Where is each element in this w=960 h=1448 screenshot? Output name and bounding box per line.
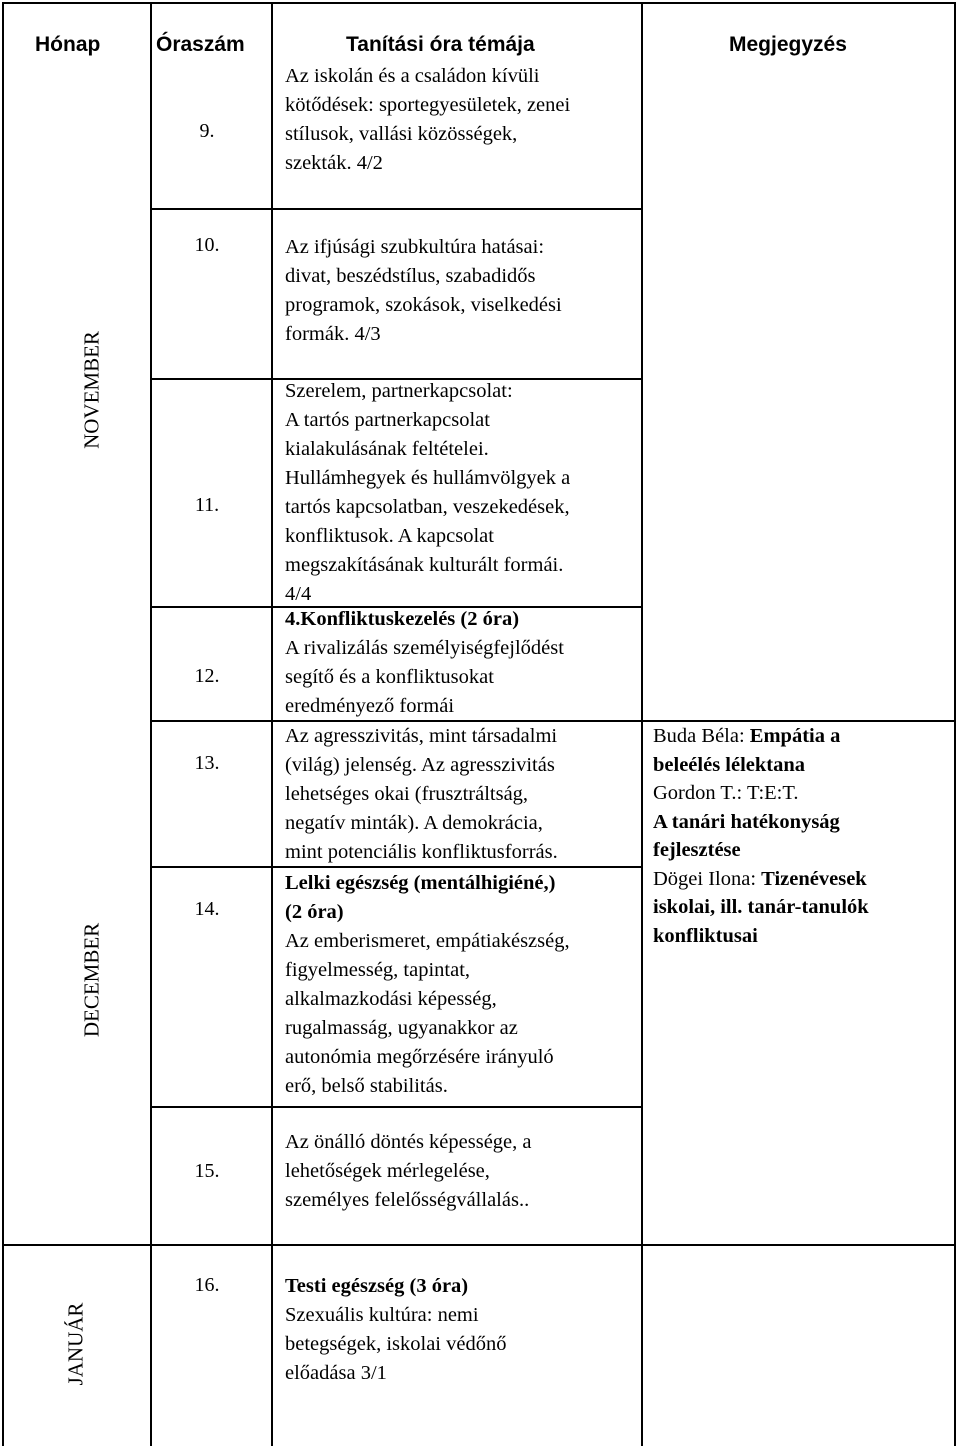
header-topic: Tanítási óra témája	[346, 33, 535, 56]
table-border-right	[954, 2, 956, 1446]
lesson-number: 12.	[194, 665, 220, 687]
note-title: Tizenévesek	[761, 867, 867, 890]
note-title: iskolai, ill. tanár-tanulók	[653, 896, 869, 918]
topic-line: Az emberismeret, empátiakészség,	[285, 930, 570, 952]
topic-line: Az ifjúsági szubkultúra hatásai:	[285, 236, 545, 258]
topic-line: mint potenciális konfliktusforrás.	[285, 841, 558, 863]
remarks	[653, 722, 953, 950]
note-title: beleélés lélektana	[653, 753, 806, 776]
note-title: fejlesztése	[653, 839, 741, 861]
note-title: Empátia a	[749, 725, 841, 747]
topic-line: rugalmasság, ugyanakkor az	[285, 1017, 518, 1039]
topic-line: megszakításának kulturált formái.	[285, 554, 564, 576]
topic-line: 4/4	[285, 583, 312, 605]
topic-line: Az iskolán és a családon kívüli	[285, 65, 540, 87]
topic-line: Az agresszivitás, mint társadalmi	[285, 725, 558, 747]
lesson-topic	[285, 722, 640, 867]
lesson-topic	[285, 62, 640, 178]
note-title: konfliktusai	[653, 924, 758, 947]
row-divider	[150, 1106, 642, 1108]
lesson-topic	[285, 1272, 640, 1388]
section-title: (2 óra)	[285, 901, 344, 923]
lesson-topic	[285, 233, 640, 349]
topic-line: Hullámhegyek és hullámvölgyek a	[285, 467, 571, 489]
topic-line: előadása 3/1	[285, 1362, 387, 1384]
topic-line: figyelmesség, tapintat,	[285, 959, 471, 981]
topic-line: személyes felelősségvállalás..	[285, 1189, 530, 1211]
lesson-number: 15.	[194, 1160, 220, 1182]
topic-line: lehetséges okai (frusztráltság,	[285, 783, 529, 805]
note-title: A tanári hatékonyság	[653, 810, 840, 833]
column-divider	[150, 2, 152, 1446]
column-divider	[641, 2, 643, 1446]
topic-line: segítő és a konfliktusokat	[285, 666, 494, 688]
topic-line: formák. 4/3	[285, 323, 381, 345]
note-author: Dögei Ilona:	[653, 867, 762, 890]
note-author: Buda Béla:	[653, 725, 750, 747]
lesson-number: 11.	[194, 494, 220, 516]
topic-line: szekták. 4/2	[285, 152, 383, 174]
note-author: Gordon T.: T:E:T.	[653, 782, 799, 804]
header-hours: Óraszám	[156, 33, 245, 56]
lesson-topic	[285, 869, 640, 1101]
topic-line: Szerelem, partnerkapcsolat:	[285, 380, 513, 402]
section-title: 4.Konfliktuskezelés (2 óra)	[285, 608, 520, 630]
row-divider	[150, 208, 642, 210]
topic-line: kialakulásának feltételei.	[285, 438, 489, 460]
topic-line: erő, belső stabilitás.	[285, 1075, 448, 1097]
topic-line: eredményező formái	[285, 695, 455, 717]
topic-line: A tartós partnerkapcsolat	[285, 409, 490, 431]
table-border-left	[2, 2, 4, 1446]
section-title: Lelki egészség (mentálhigiéné,)	[285, 872, 556, 894]
table-border-top	[2, 2, 956, 4]
section-title: Testi egészség (3 óra)	[285, 1275, 469, 1297]
lesson-number: 10.	[194, 234, 220, 256]
lesson-number: 16.	[194, 1274, 220, 1296]
topic-line: negatív minták). A demokrácia,	[285, 812, 543, 834]
lesson-number: 13.	[194, 752, 220, 774]
header-note: Megjegyzés	[729, 33, 847, 56]
topic-line: alkalmazkodási képesség,	[285, 988, 497, 1010]
topic-line: A rivalizálás személyiségfejlődést	[285, 637, 564, 659]
topic-line: divat, beszédstílus, szabadidős	[285, 265, 536, 287]
topic-line: autonómia megőrzésére irányuló	[285, 1046, 554, 1068]
topic-line: (világ) jelenség. Az agresszivitás	[285, 754, 555, 776]
topic-line: betegségek, iskolai védőnő	[285, 1333, 507, 1355]
topic-line: tartós kapcsolatban, veszekedések,	[285, 496, 570, 518]
month-january: JANUÁR	[63, 1302, 88, 1386]
lesson-topic	[285, 377, 640, 609]
column-divider	[271, 2, 273, 1446]
month-december: DECEMBER	[79, 922, 104, 1038]
lesson-number: 9.	[199, 120, 215, 142]
topic-line: Szexuális kultúra: nemi	[285, 1304, 479, 1326]
row-divider	[2, 1244, 956, 1246]
lesson-number: 14.	[194, 898, 220, 920]
topic-line: stílusok, vallási közösségek,	[285, 123, 518, 145]
lesson-topic	[285, 605, 640, 721]
topic-line: konfliktusok. A kapcsolat	[285, 525, 494, 547]
topic-line: Az önálló döntés képessége, a	[285, 1131, 532, 1153]
topic-line: programok, szokások, viselkedési	[285, 294, 562, 316]
lesson-topic	[285, 1128, 640, 1215]
topic-line: kötődések: sportegyesületek, zenei	[285, 94, 571, 116]
month-november: NOVEMBER	[79, 331, 104, 449]
header-month: Hónap	[35, 33, 101, 56]
topic-line: lehetőségek mérlegelése,	[285, 1160, 490, 1182]
